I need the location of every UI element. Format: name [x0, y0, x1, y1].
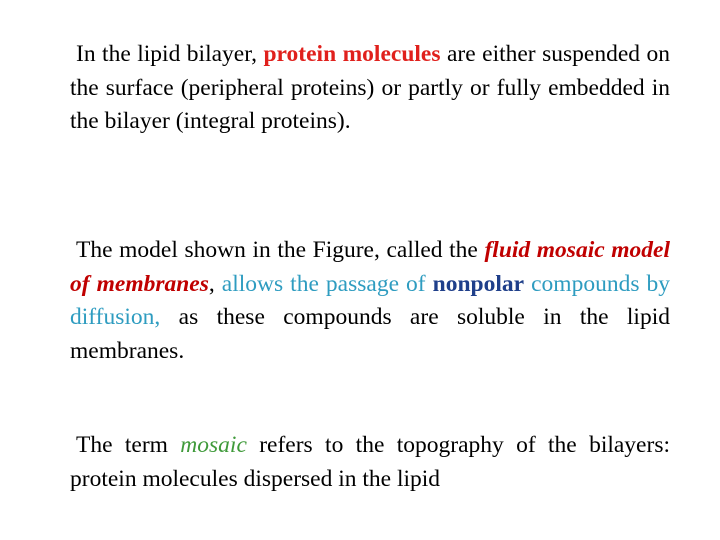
- p2-text-comma: ,: [208, 270, 222, 297]
- paragraph-mosaic-term: [70, 429, 670, 496]
- p1-text-rest: are either suspended on the surface (peripheral proteins) or partly or fully embedded in the bilayer (integral proteins).: [70, 41, 670, 134]
- p2-highlight-fluid-mosaic: fluid mosaic model of membranes: [70, 237, 670, 297]
- p3-highlight-mosaic: mosaic: [180, 432, 247, 458]
- paragraph-fluid-mosaic-model: [70, 234, 670, 368]
- p2-text-intro: The model shown in the Figure, called the: [76, 237, 485, 263]
- p3-text-intro: The term: [76, 432, 181, 458]
- p1-text-intro: In the lipid bilayer,: [76, 41, 264, 67]
- p2-text-rest: as these compounds are soluble in the lipid membranes.: [70, 304, 670, 364]
- p3-text-rest: refers to the topography of the bilayers: protein molecules dispersed in the lipid: [70, 432, 670, 492]
- p2-teal-compounds-diffusion: compounds by diffusion,: [70, 270, 670, 330]
- p2-teal-allows-passage: allows the passage of: [221, 270, 433, 297]
- paragraph-lipid-bilayer: [70, 38, 670, 139]
- p2-highlight-nonpolar: nonpolar: [432, 270, 525, 297]
- p1-highlight-protein-molecules: protein molecules: [263, 41, 441, 67]
